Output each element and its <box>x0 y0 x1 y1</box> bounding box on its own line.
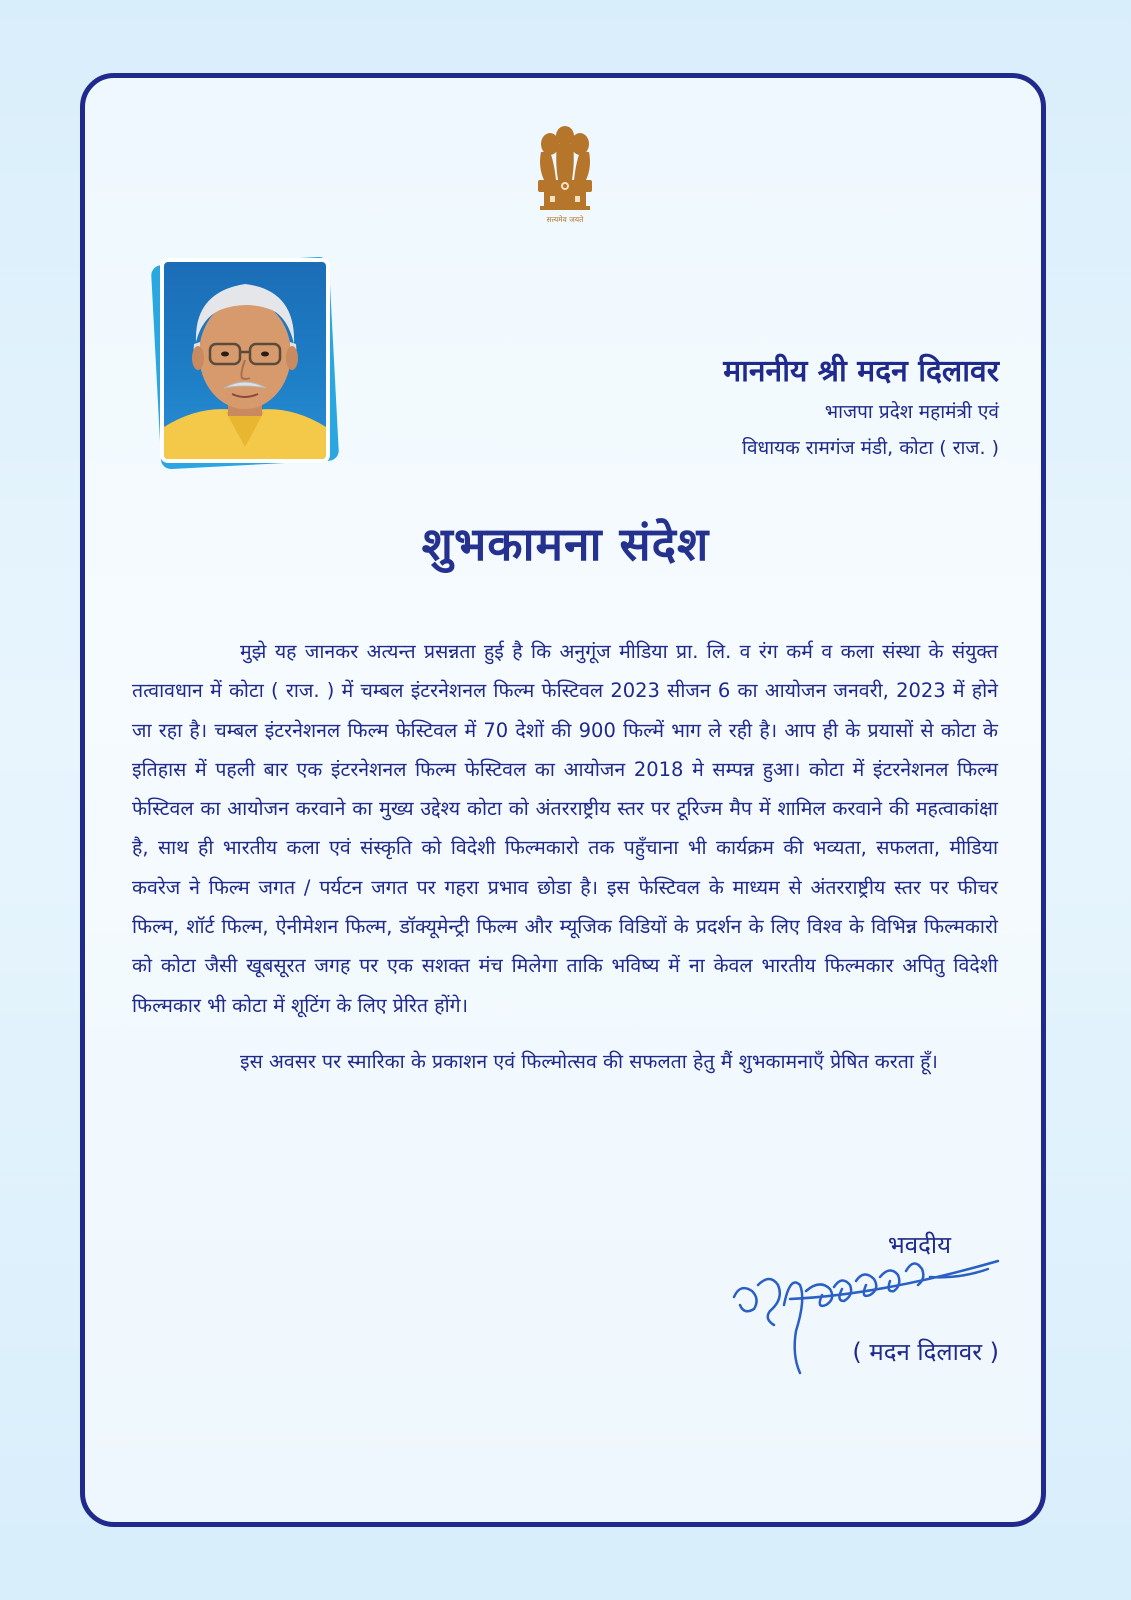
message-paragraph-1: मुझे यह जानकर अत्यन्त प्रसन्नता हुई है कि अनुगूंज मीडिया प्रा. लि. व रंग कर्म व कला संस्था के संयुक्त तत्वावधान में कोटा ( राज. ) में चम्बल इंटरनेशनल फिल्म फेस्टिवल 2023 सीजन 6 का आयोजन जनवरी, 2023 में होने जा रहा है। चम्बल इंटरनेशनल फिल्म फेस्टिवल में 70 देशों की 900 फिल्में भाग ले रही है। आप ही के प्रयासों से कोटा के इतिहास में पहली बार एक इंटरनेशनल फिल्म फेस्टिवल का आयोजन 2018 मे सम्पन्न हुआ। कोटा में इंटरनेशनल फिल्म फेस्टिवल का आयोजन करवाने का मुख्य उद्देश्य कोटा को अंतरराष्ट्रीय स्तर पर टूरिज्म मैप में शामिल करवाने की महत्वाकांक्षा है, साथ ही भारतीय कला एवं संस्कृति को विदेशी फिल्मकारो तक पहुँचाना भी कार्यक्रम की भव्यता, सफलता, मीडिया कवरेज ने फिल्म जगत / पर्यटन जगत पर गहरा प्रभाव छोडा है। इस फेस्टिवल के माध्यम से अंतरराष्ट्रीय स्तर पर फीचर फिल्म, शॉर्ट फिल्म, ऐनीमेशन फिल्म, डॉक्यूमेन्ट्री फिल्म और म्यूजिक विडियों के प्रदर्शन के लिए विश्व के विभिन्न फिल्मकारो को कोटा जैसी खूबसूरत जगह पर एक सशक्त मंच मिलेगा ताकि भविष्य में ना केवल भारतीय फिल्मकार अपितु विदेशी फिल्मकार भी कोटा में शूटिंग के लिए प्रेरित होंगे। <box>132 640 998 1017</box>
person-info <box>723 350 999 466</box>
person-designation-line1: भाजपा प्रदेश महामंत्री एवं <box>824 401 999 423</box>
page-title: शुभकामना संदेश <box>421 517 710 571</box>
person-designation-line2: विधायक रामगंज मंडी, कोटा ( राज. ) <box>742 437 999 459</box>
state-emblem-icon <box>530 122 600 232</box>
signer-name: ( मदन दिलावर ) <box>852 1338 999 1366</box>
person-name: माननीय श्री मदन दिलावर <box>723 354 999 389</box>
emblem-motto: सत्यमेव जयते <box>546 215 584 224</box>
portrait-image <box>160 258 330 463</box>
portrait-photo <box>152 255 342 470</box>
person-portrait-icon <box>164 262 326 459</box>
message-paragraph-2: इस अवसर पर स्मारिका के प्रकाशन एवं फिल्मोत्सव की सफलता हेतु मैं शुभकामनाएँ प्रेषित करता हूँ। <box>240 1049 938 1073</box>
message-body <box>132 632 998 1098</box>
closing-salutation: भवदीय <box>887 1231 951 1259</box>
